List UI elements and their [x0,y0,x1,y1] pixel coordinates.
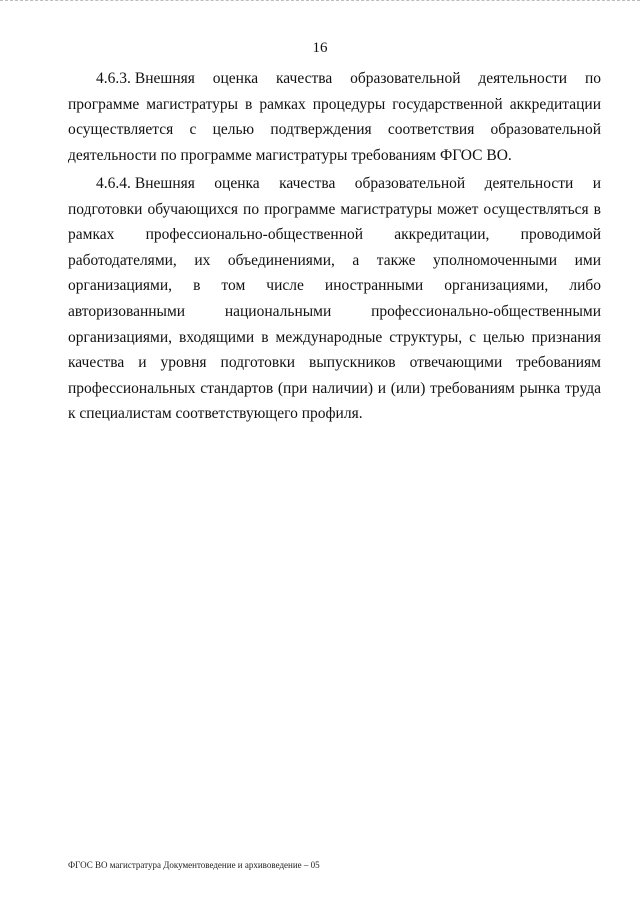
section-4-6-4 [68,171,601,427]
top-scan-edge [0,0,640,3]
section-number: 4.6.3. [96,70,131,87]
section-4-6-3 [68,66,601,168]
document-footer: ФГОС ВО магистратура Документоведение и архивоведение – 05 [68,860,320,870]
section-number: 4.6.4. [96,175,131,192]
page-number: 16 [312,40,328,56]
section-text: Внешняя оценка качества образовательной деятельности по программе магистратуры в рамках процедуры государственной аккредитации осуществляется с целью подтверждения соответствия образовательной деятельности по программе магистратуры требованиям ФГОС ВО. [68,70,601,164]
section-text: Внешняя оценка качества образовательной деятельности и подготовки обучающихся по программе магистратуры может осуществляться в рамках профессионально-общественной аккредитации, проводимой работодателями, их объединениями, а также уполномоченными ими организациями, в том числе иностранными организациями, либо авторизованными национальными профессионально-общественными организациями, входящими в международные структуры, с целью признания качества и уровня подготовки выпускников отвечающими требованиям профессиональных стандартов (при наличии) и (или) требованиям рынка труда к специалистам соответствующего профиля. [68,175,601,423]
